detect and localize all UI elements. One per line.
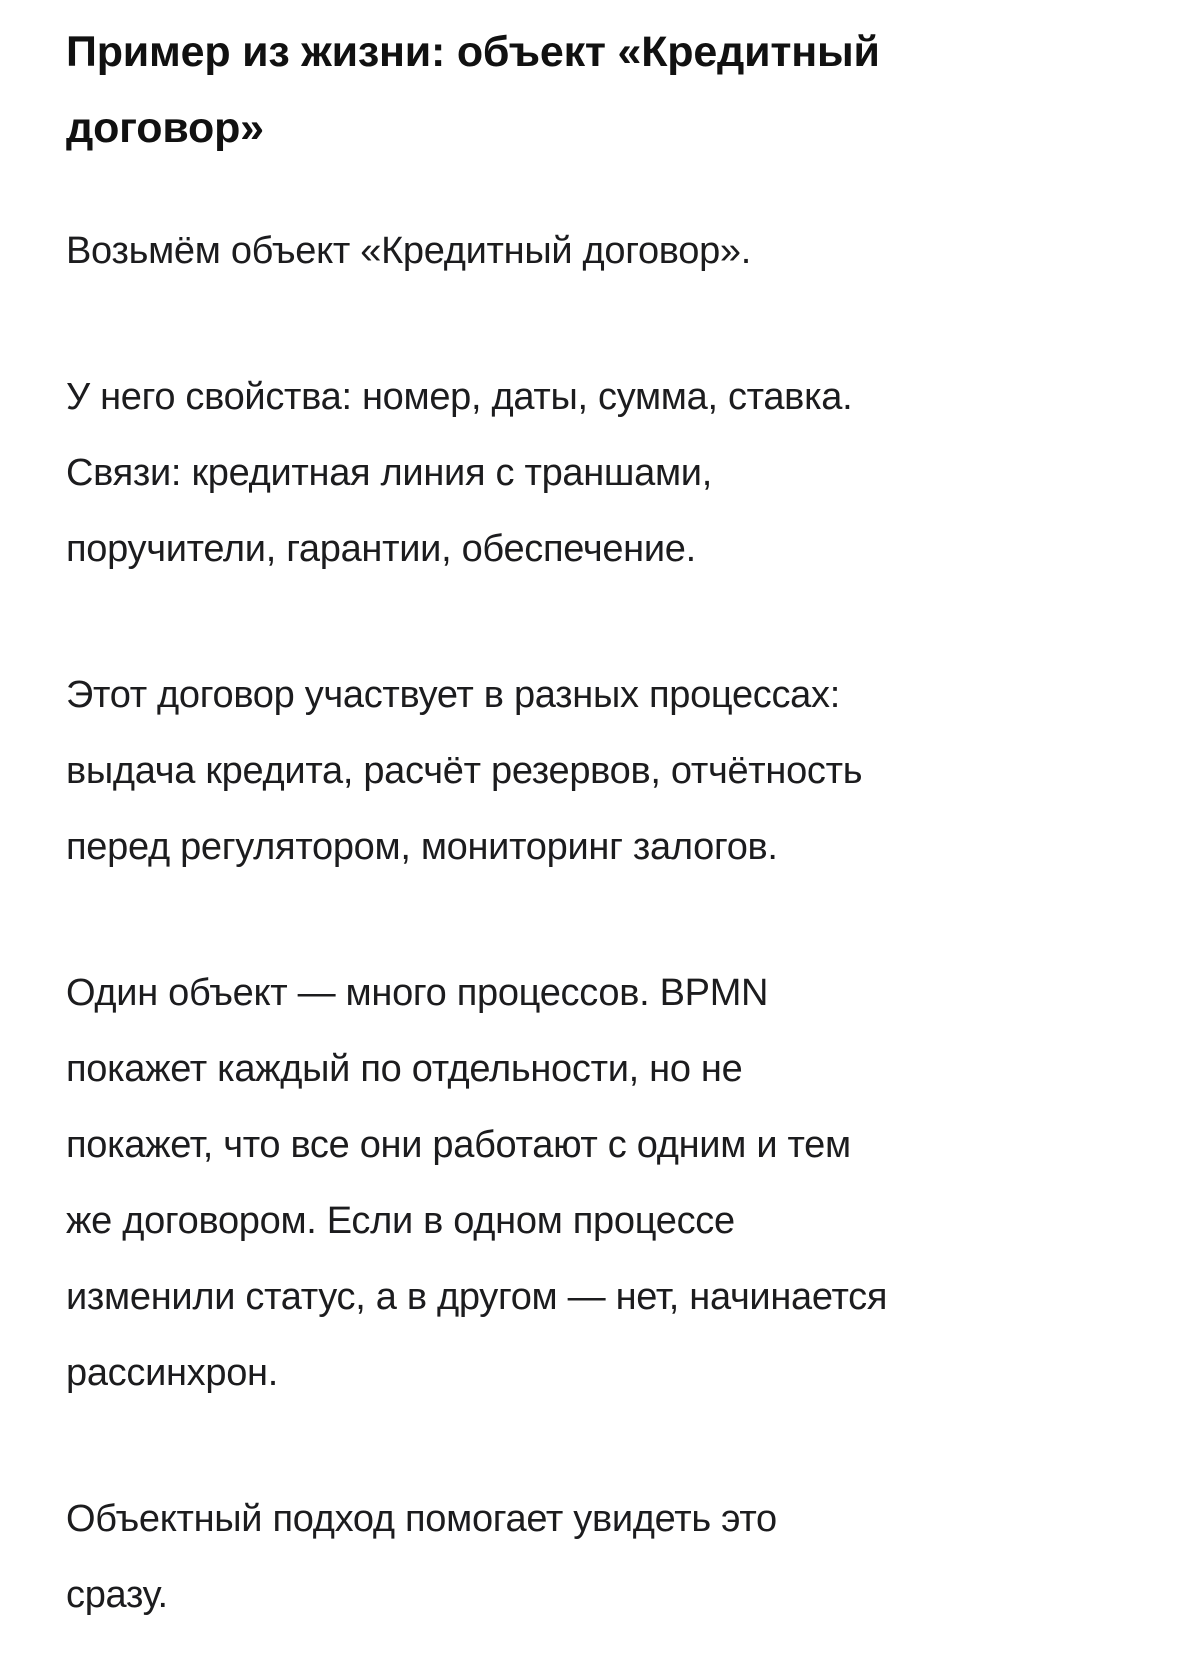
- paragraph-line: Возьмём объект «Кредитный договор».: [66, 230, 752, 272]
- paragraph-properties: [66, 359, 1176, 587]
- paragraph-line: покажет каждый по отдельности, но не: [66, 1048, 743, 1090]
- paragraph-line: Один объект — много процессов. BPMN: [66, 972, 769, 1014]
- paragraph-line: поручители, гарантии, обеспечение.: [66, 528, 696, 570]
- paragraph-processes: [66, 657, 1176, 885]
- title-line: договор»: [66, 104, 264, 152]
- paragraph-line: рассинхрон.: [66, 1352, 278, 1394]
- article-title: [66, 14, 1176, 166]
- paragraph-bpmn: [66, 955, 1176, 1411]
- paragraph-line: перед регулятором, мониторинг залогов.: [66, 826, 778, 868]
- paragraph-line: Объектный подход помогает увидеть это: [66, 1498, 777, 1540]
- paragraph-line: же договором. Если в одном процессе: [66, 1200, 735, 1242]
- paragraph-line: У него свойства: номер, даты, сумма, ставка.: [66, 376, 853, 418]
- paragraph-line: выдача кредита, расчёт резервов, отчётность: [66, 750, 863, 792]
- paragraph-line: Связи: кредитная линия с траншами,: [66, 452, 712, 494]
- title-line: Пример из жизни: объект «Кредитный: [66, 28, 880, 76]
- paragraph-conclusion: [66, 1481, 1176, 1633]
- paragraph-line: Этот договор участвует в разных процессах:: [66, 674, 840, 716]
- article: [66, 14, 1176, 1633]
- paragraph-line: изменили статус, а в другом — нет, начинается: [66, 1276, 888, 1318]
- paragraph-intro: [66, 213, 1176, 289]
- paragraph-line: сразу.: [66, 1574, 168, 1616]
- paragraph-line: покажет, что все они работают с одним и тем: [66, 1124, 851, 1166]
